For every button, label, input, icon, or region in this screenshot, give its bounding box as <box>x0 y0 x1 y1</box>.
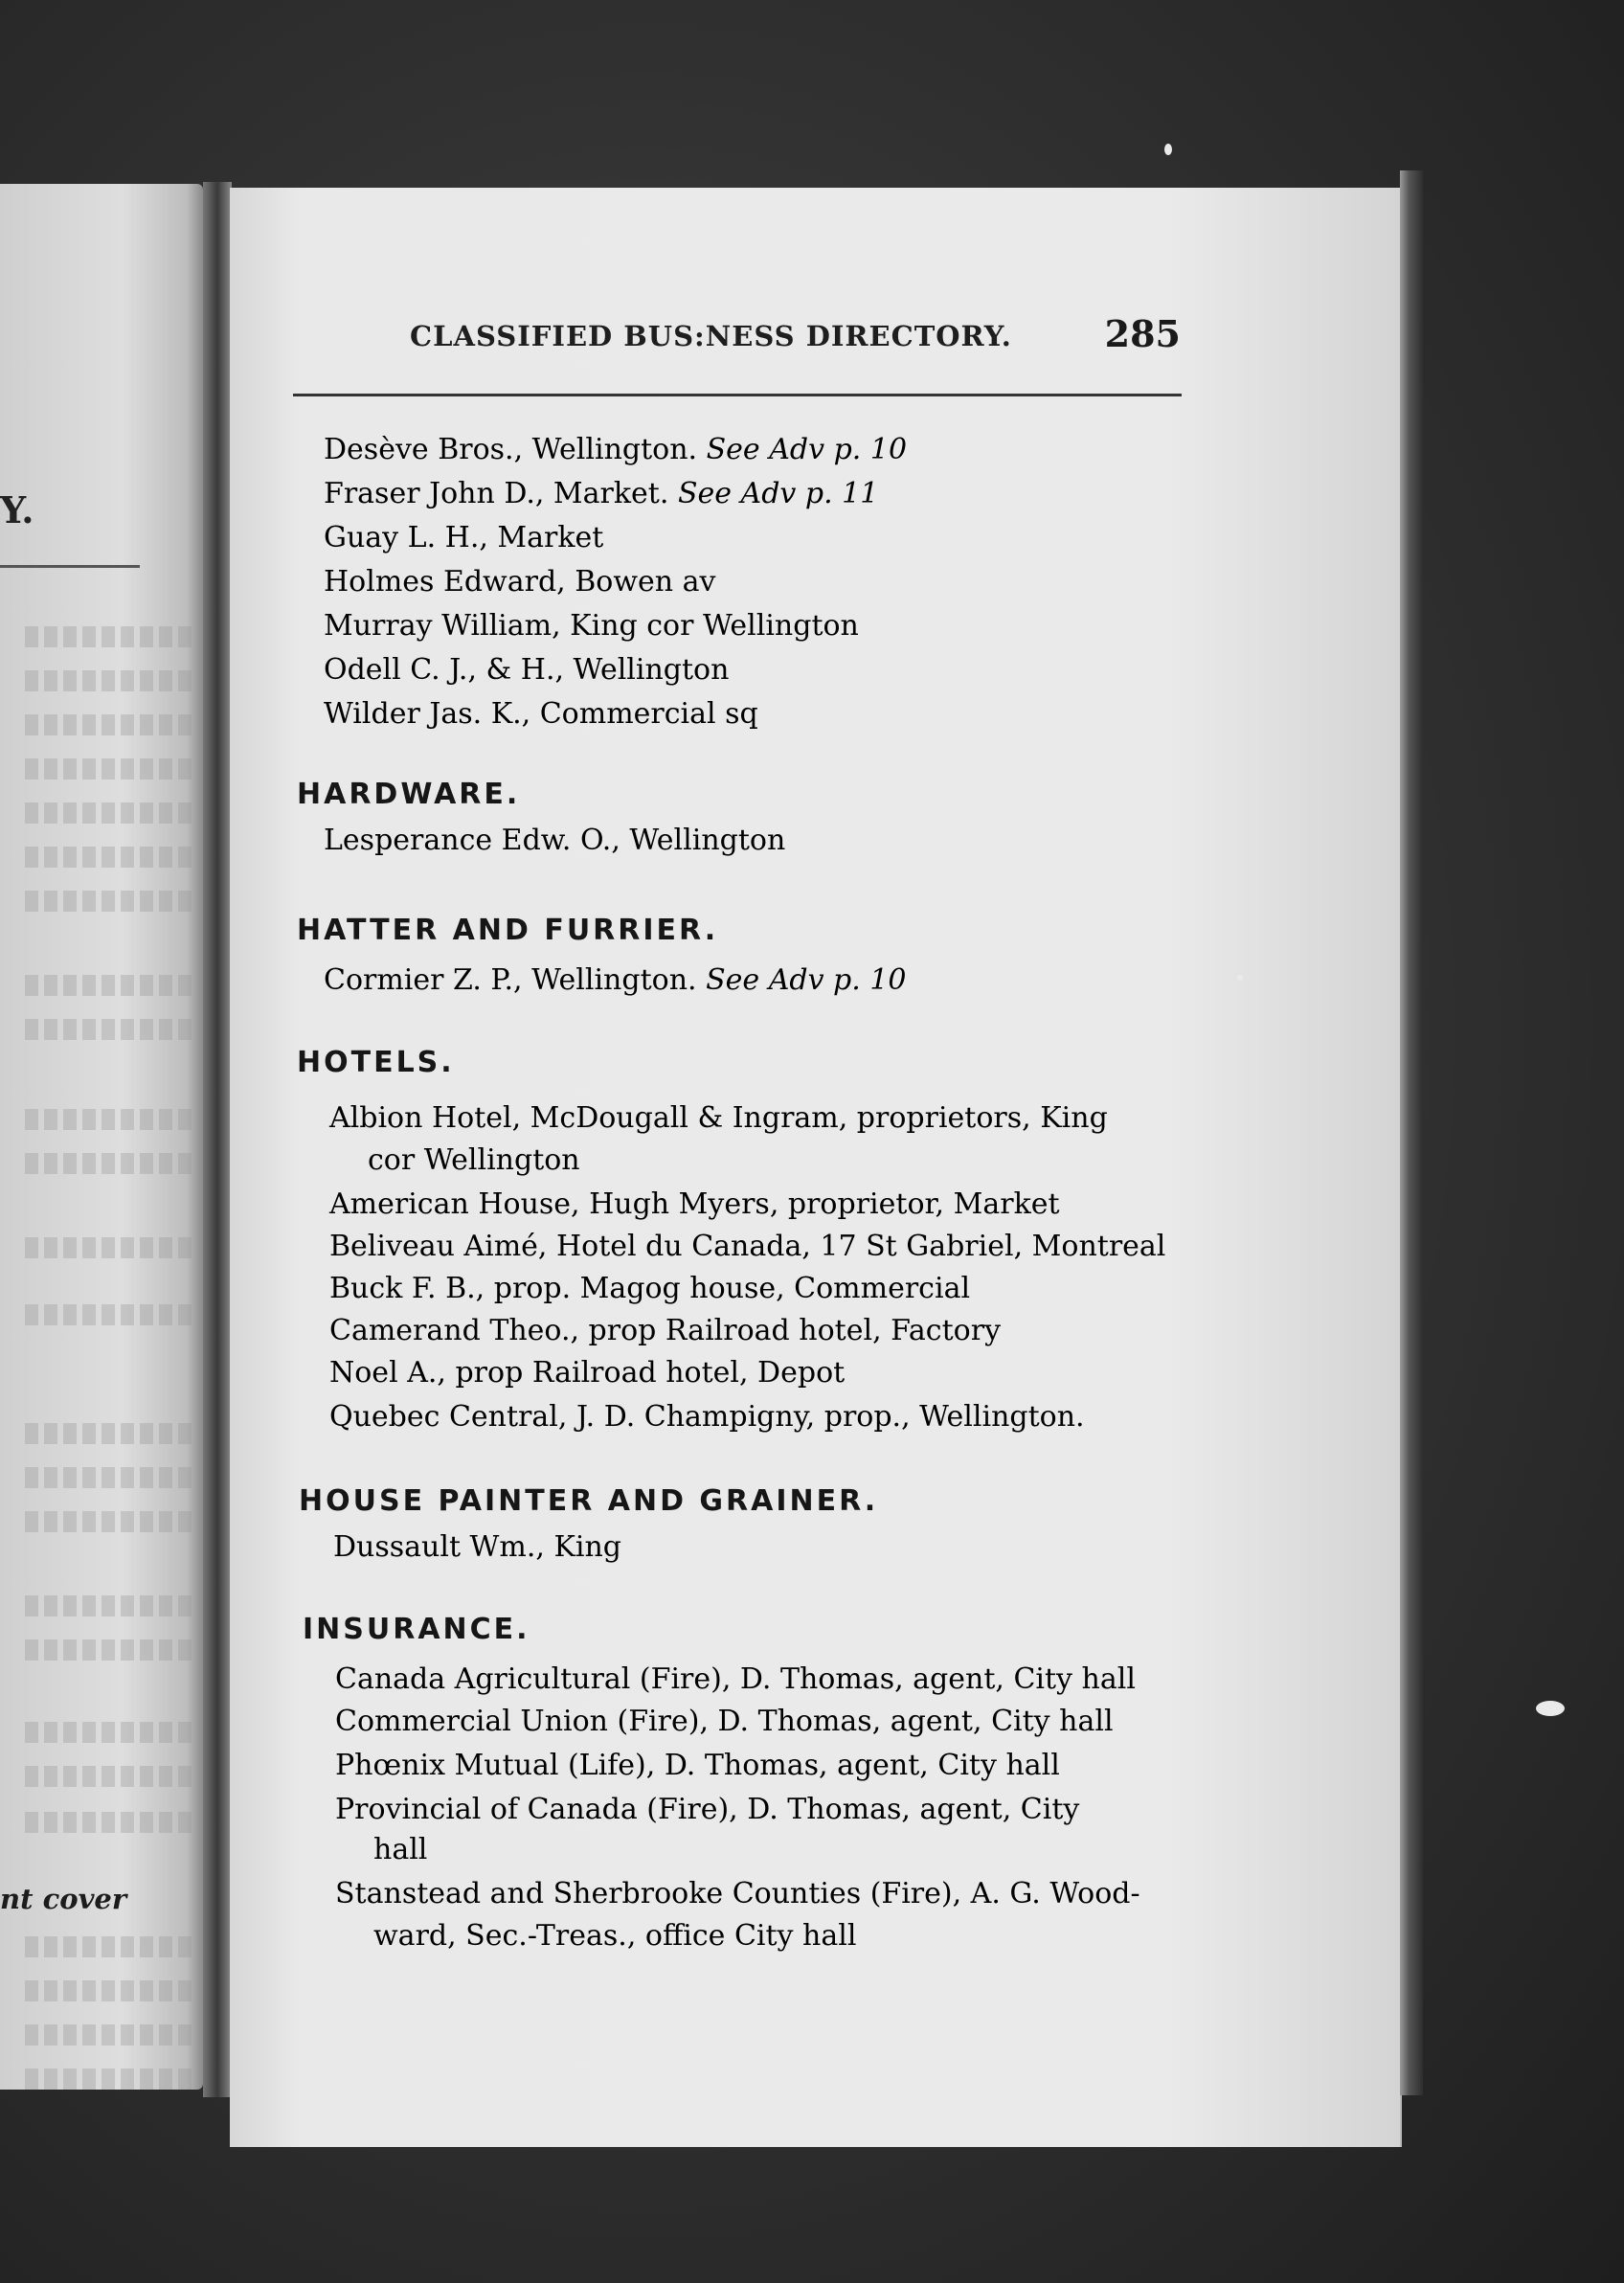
list-item: Guay L. H., Market <box>324 521 604 554</box>
list-item: Provincial of Canada (Fire), D. Thomas, agent, City <box>335 1793 1080 1826</box>
list-item: Holmes Edward, Bowen av <box>324 565 716 599</box>
faded-text-line <box>25 1639 197 1661</box>
list-item: Commercial Union (Fire), D. Thomas, agent, City hall <box>335 1705 1114 1738</box>
running-title: CLASSIFIED BUS:NESS DIRECTORY. <box>410 320 1012 352</box>
page-header <box>410 312 1181 360</box>
faded-text-line <box>25 758 197 780</box>
faded-text-line <box>25 1595 197 1616</box>
previous-page-cover-fragment: nt cover <box>0 1883 127 1915</box>
list-item: Beliveau Aimé, Hotel du Canada, 17 St Gabriel, Montreal <box>329 1230 1166 1263</box>
faded-text-line <box>25 802 197 824</box>
faded-text-line <box>25 1237 197 1258</box>
faded-text-line <box>25 1766 197 1787</box>
list-item: American House, Hugh Myers, proprietor, Market <box>329 1187 1060 1221</box>
list-item-continuation: ward, Sec.-Treas., office City hall <box>373 1919 857 1953</box>
faded-text-line <box>25 626 197 647</box>
list-item: Odell C. J., & H., Wellington <box>324 653 730 687</box>
dust-speck <box>1237 975 1243 981</box>
previous-page-header-fragment: Y. <box>0 488 34 531</box>
list-item: Murray William, King cor Wellington <box>324 609 859 643</box>
list-item: Cormier Z. P., Wellington. See Adv p. 10 <box>324 963 907 997</box>
faded-text-line <box>25 975 197 996</box>
list-item-continuation: hall <box>373 1833 428 1866</box>
list-item-continuation: cor Wellington <box>368 1143 580 1177</box>
section-heading: HOTELS. <box>297 1046 455 1079</box>
advertisement-ref: See Adv p. 10 <box>706 963 907 997</box>
faded-text-line <box>25 1304 197 1325</box>
book-gutter <box>203 182 232 2097</box>
faded-text-line <box>25 1980 197 2001</box>
page-stack-edge <box>1400 170 1423 2095</box>
header-rule <box>293 394 1182 396</box>
list-item: Wilder Jas. K., Commercial sq <box>324 697 758 731</box>
list-item: Buck F. B., prop. Magog house, Commercial <box>329 1272 971 1305</box>
list-item: Lesperance Edw. O., Wellington <box>324 824 786 857</box>
faded-text-line <box>25 1019 197 1040</box>
list-item: Quebec Central, J. D. Champigny, prop., Wellington. <box>329 1400 1085 1434</box>
faded-text-line <box>25 1511 197 1532</box>
faded-text-line <box>25 1109 197 1130</box>
previous-page-edge <box>0 184 203 2090</box>
advertisement-ref: See Adv p. 11 <box>677 477 879 510</box>
faded-text-line <box>25 1722 197 1743</box>
page-number: 285 <box>1104 312 1181 355</box>
list-item: Canada Agricultural (Fire), D. Thomas, agent, City hall <box>335 1662 1136 1696</box>
list-item: Stanstead and Sherbrooke Counties (Fire), A. G. Wood- <box>335 1877 1140 1910</box>
list-item: Dussault Wm., King <box>333 1530 621 1564</box>
faded-text-line <box>25 1467 197 1488</box>
section-heading: HOUSE PAINTER AND GRAINER. <box>299 1484 879 1518</box>
faded-text-line <box>25 714 197 735</box>
previous-page-rule <box>0 565 140 568</box>
faded-text-line <box>25 1423 197 1444</box>
faded-text-line <box>25 670 197 691</box>
list-item: Phœnix Mutual (Life), D. Thomas, agent, City hall <box>335 1749 1060 1782</box>
faded-text-line <box>25 847 197 868</box>
faded-text-line <box>25 1936 197 1957</box>
section-heading: HATTER AND FURRIER. <box>297 914 719 947</box>
faded-text-line <box>25 2024 197 2046</box>
faded-text-line <box>25 1812 197 1833</box>
list-item: Desève Bros., Wellington. See Adv p. 10 <box>324 433 908 466</box>
list-item: Fraser John D., Market. See Adv p. 11 <box>324 477 879 510</box>
list-item: Albion Hotel, McDougall & Ingram, proprietors, King <box>329 1101 1108 1135</box>
list-item: Noel A., prop Railroad hotel, Depot <box>329 1356 846 1390</box>
faded-text-line <box>25 2068 197 2090</box>
section-heading: INSURANCE. <box>303 1613 530 1646</box>
dust-speck <box>1536 1701 1565 1716</box>
faded-text-line <box>25 891 197 912</box>
list-item: Camerand Theo., prop Railroad hotel, Factory <box>329 1314 1002 1347</box>
advertisement-ref: See Adv p. 10 <box>706 433 908 466</box>
dust-speck <box>1164 144 1172 155</box>
section-heading: HARDWARE. <box>297 778 521 811</box>
faded-text-line <box>25 1153 197 1174</box>
